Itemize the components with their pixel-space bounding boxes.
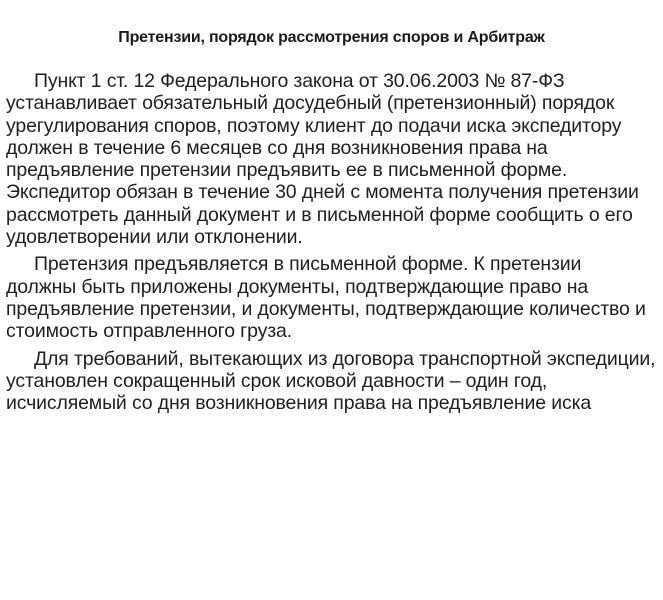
page-title: Претензии, порядок рассмотрения споров и Арбитраж bbox=[118, 29, 545, 46]
paragraph-2: Претензия предъявляется в письменной форме. К претензии должны быть приложены документы, подтверждающие право на предъявление претензии, и документы, подтверждающие количество и стоимость отправленного груза. bbox=[6, 253, 646, 343]
paragraph-3: Для требований, вытекающих из договора транспортной экспедиции, установлен сокращенный срок исковой давности – один год, исчисляемый со дня возникновения права на предъявление иска bbox=[6, 347, 656, 415]
paragraph-1: Пункт 1 ст. 12 Федерального закона от 30.06.2003 № 87-ФЗ устанавливает обязательный досудебный (претензионный) порядок урегулирования споров, поэтому клиент до подачи иска экспедитору должен в течение 6 месяцев со дня возникновения права на предъявление претензии предъявить ее в письменной форме. Экспедитор обязан в течение 30 дней с момента получения претензии рассмотреть данный документ и в письменной форме сообщить о его удовлетворении или отклонении. bbox=[6, 70, 639, 249]
body-text bbox=[6, 70, 656, 419]
